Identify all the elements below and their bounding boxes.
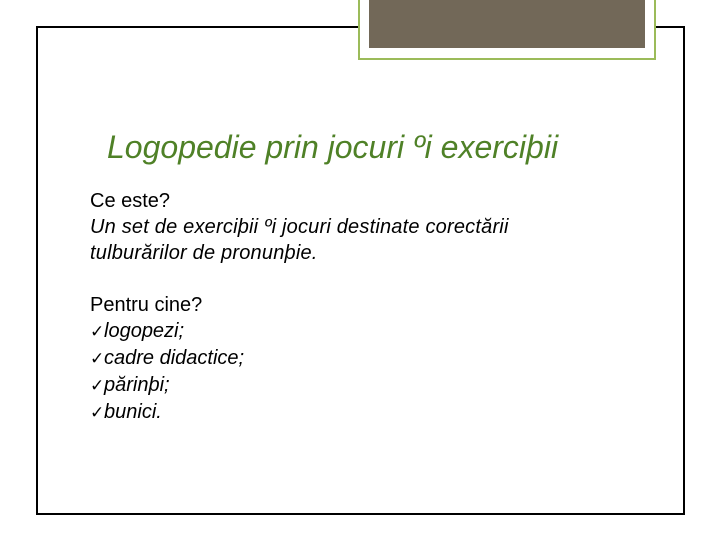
- check-icon: ✓: [90, 349, 105, 368]
- audience-list: [90, 318, 650, 426]
- list-item-label: părinþi;: [104, 374, 170, 396]
- answer-line-2: tulburărilor de pronunþie.: [90, 242, 318, 264]
- list-item: [90, 318, 650, 345]
- list-item-label: logopezi;: [104, 320, 185, 342]
- list-item-label: bunici.: [104, 401, 162, 423]
- list-item-label: cadre didactice;: [104, 347, 245, 369]
- slide-title: Logopedie prin jocuri ºi exerciþii: [107, 129, 559, 165]
- check-icon: ✓: [90, 403, 105, 422]
- question-for-whom: Pentru cine?: [90, 294, 203, 316]
- spacer: [90, 266, 650, 292]
- decorative-accent-block: [369, 0, 645, 48]
- slide-body: [90, 188, 650, 426]
- check-icon: ✓: [90, 322, 105, 341]
- answer-line-1: Un set de exerciþii ºi jocuri destinate corectării: [90, 216, 509, 238]
- check-icon: ✓: [90, 376, 105, 395]
- question-what: Ce este?: [90, 190, 171, 212]
- list-item: [90, 345, 650, 372]
- list-item: [90, 399, 650, 426]
- list-item: [90, 372, 650, 399]
